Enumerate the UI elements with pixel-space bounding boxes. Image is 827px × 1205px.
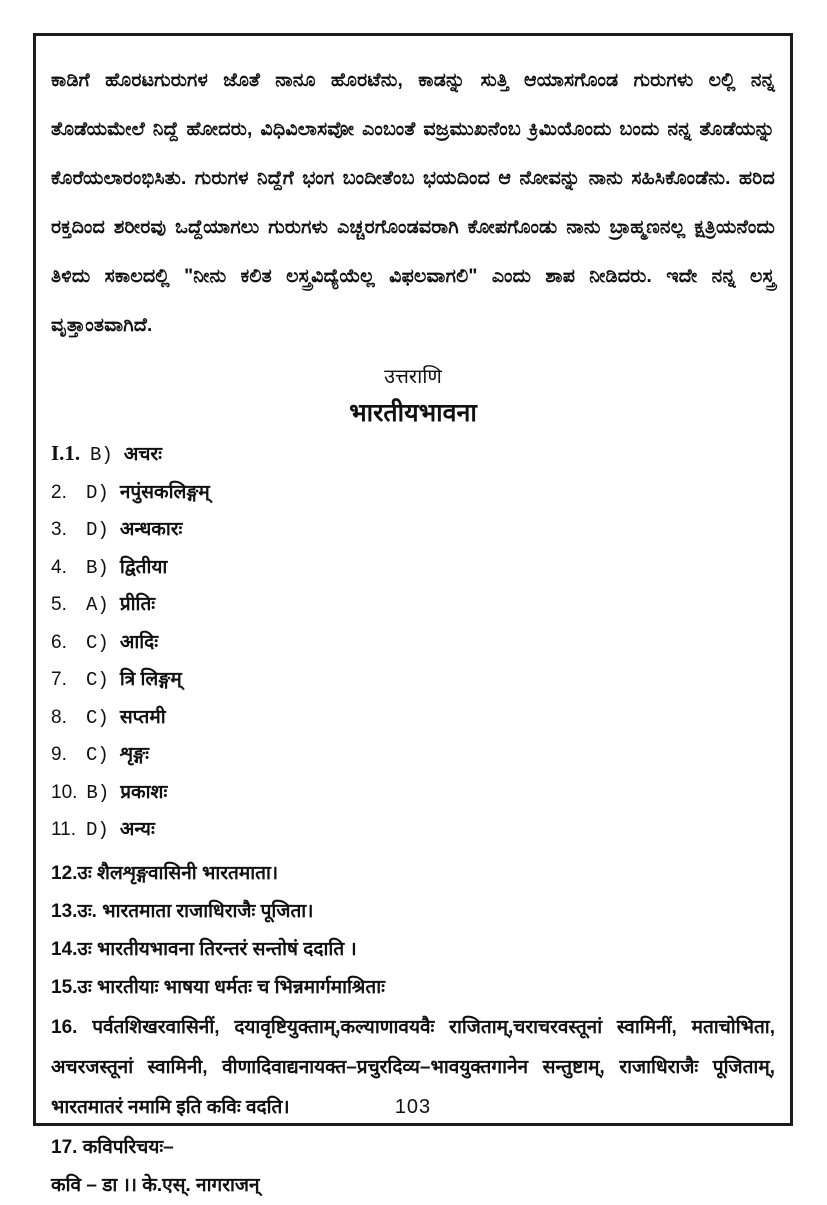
descriptive-answer-row: 13.उः. भारतमाता राजाधिराजैः पूजिता। (51, 900, 314, 922)
chapter-title: भारतीयभावना (349, 399, 477, 427)
page-number: 103 (394, 1096, 432, 1118)
answer-number: 9. (51, 744, 67, 765)
answer-text: अन्यः (119, 819, 155, 840)
answer-option: B) (86, 781, 110, 804)
answer-text: नपुंसकलिङ्गम् (119, 481, 210, 503)
answer-option: C) (86, 669, 109, 691)
answer-option: C) (86, 631, 109, 654)
answer-option: C) (86, 744, 109, 766)
kannada-story-paragraph: ಕಾಡಿಗೆ ಹೊರಟಗುರುಗಳ ಜೊತೆ ನಾನೂ ಹೊರಟೆನು, ಕಾಡನ್ನು ಸುತ್ತಿ ಆಯಾಸಗೊಂಡ ಗುರುಗಳು ಲಲ್ಲಿ ನನ್ನ ತೊಡೆಯಮೇಲೆ ನಿದ್ದೆ ಹೋದರು, ವಿಧಿವಿಲಾಸವೋ ಎಂಬಂತೆ ವಜ್ರಮುಖನೆಂಬ ಕ್ರಿಮಿಯೊಂದು ಬಂದು ನನ್ನ ತೊಡೆಯನ್ನು ಕೊರೆಯಲಾರಂಭಿಸಿತು. ಗುರುಗಳ ನಿದ್ದೆಗೆ ಭಂಗ ಬಂದೀತೆಂಬ ಭಯದಿಂದ ಆ ನೋವನ್ನು ನಾನು ಸಹಿಸಿಕೊಂಡೆನು. ಹರಿದ ರಕ್ತದಿಂದ ಶರೀರವು ಒದ್ದೆಯಾಗಲು ಗುರುಗಳು ಎಚ್ಚರಗೊಂಡವರಾಗಿ ಕೋಪಗೊಂಡು ನಾನು ಬ್ರಾಹ್ಮಣನಲ್ಲ ಕ್ಷತ್ರಿಯನೆಂದು ತಿಳಿದು ಸಕಾಲದಲ್ಲಿ "ನೀನು ಕಲಿತ ಲಸ್ತ್ರವಿದ್ಯೆಯೆಲ್ಲ ವಿಫಲವಾಗಲಿ" ಎಂದು ಶಾಪ ನೀಡಿದರು. ಇದೇ ನನ್ನ ಲಸ್ತ್ರ ವೃತ್ತಾಂತವಾಗಿದೆ. (51, 70, 775, 336)
answer-number: I.1. (51, 441, 81, 465)
document-page (33, 33, 793, 1196)
descriptive-answer-row: 17. कविपरिचयः– (51, 1136, 174, 1158)
poet-name-line: कवि – डा ।। के.एस्. नागराजन् (51, 1174, 260, 1196)
answer-text: शृङ्गः (119, 744, 149, 765)
mcq-answer-list (51, 440, 775, 853)
answer-text: प्रकाशः (120, 781, 168, 803)
descriptive-answer-list (51, 855, 775, 1205)
answer-option: D) (86, 819, 109, 841)
answer-option: D) (86, 481, 109, 504)
mcq-answer-row (51, 703, 775, 741)
mcq-answer-row (51, 478, 775, 516)
mcq-answer-row (51, 740, 775, 778)
mcq-answer-row (51, 553, 775, 591)
answer-text: अन्धकारः (119, 519, 183, 540)
answer-number: 6. (51, 631, 67, 653)
answer-number: 11. (51, 819, 77, 840)
answer-number: 2. (51, 481, 67, 503)
answer-option: B) (90, 444, 113, 466)
answer-text: द्वितीया (119, 556, 168, 578)
answer-text: प्रीतिः (119, 594, 156, 615)
answer-text: आदिः (119, 631, 159, 653)
mcq-answer-row (51, 590, 775, 628)
descriptive-answer-row: 14.उः भारतीयभावना तिरन्तरं सन्तोषं ददाति । (51, 938, 357, 960)
descriptive-answer-row: 12.उः शैलशृङ्गवासिनी भारतमाता। (51, 862, 279, 884)
answer-number: 8. (51, 706, 67, 728)
mcq-answer-row (51, 440, 775, 478)
answer-text: त्रि लिङ्गम् (119, 669, 182, 690)
answer-option: A) (86, 594, 109, 616)
mcq-answer-row (51, 778, 775, 816)
answer-number: 3. (51, 519, 67, 540)
mcq-answer-row (51, 515, 775, 553)
answer-number: 10. (51, 781, 78, 803)
answer-text: अचरः (123, 444, 163, 465)
mcq-answer-row (51, 628, 775, 666)
answer-number: 4. (51, 556, 67, 578)
answer-text: सप्तमी (119, 706, 166, 728)
mcq-answer-row (51, 665, 775, 703)
answers-section-title: उत्तराणि (384, 366, 442, 388)
answer-number: 7. (51, 669, 67, 690)
descriptive-answer-row: 15.उः भारतीयाः भाषया धर्मतः च भिन्नमार्गमाश्रिताः (51, 976, 385, 998)
answer-number: 5. (51, 594, 67, 615)
answer-option: B) (86, 556, 109, 579)
descriptive-answer-row: 16. पर्वतशिखरवासिनीं, दयावृष्टियुक्ताम्,कल्याणावयवैः राजिताम्,चराचरवस्तूनां स्वामिनीं, मताचोभिता, अचरजस्तूनां स्वामिनी, वीणादिवाद्यनायक्त–प्रचुरदिव्य–भावयुक्तगानेन सन्तुष्टाम्, राजाधिराजैः पूजिताम्, भारतमातरं नमामि इति कविः वदति। (51, 1016, 775, 1118)
mcq-answer-row (51, 815, 775, 853)
answer-option: D) (86, 519, 109, 541)
answer-option: C) (86, 706, 109, 729)
